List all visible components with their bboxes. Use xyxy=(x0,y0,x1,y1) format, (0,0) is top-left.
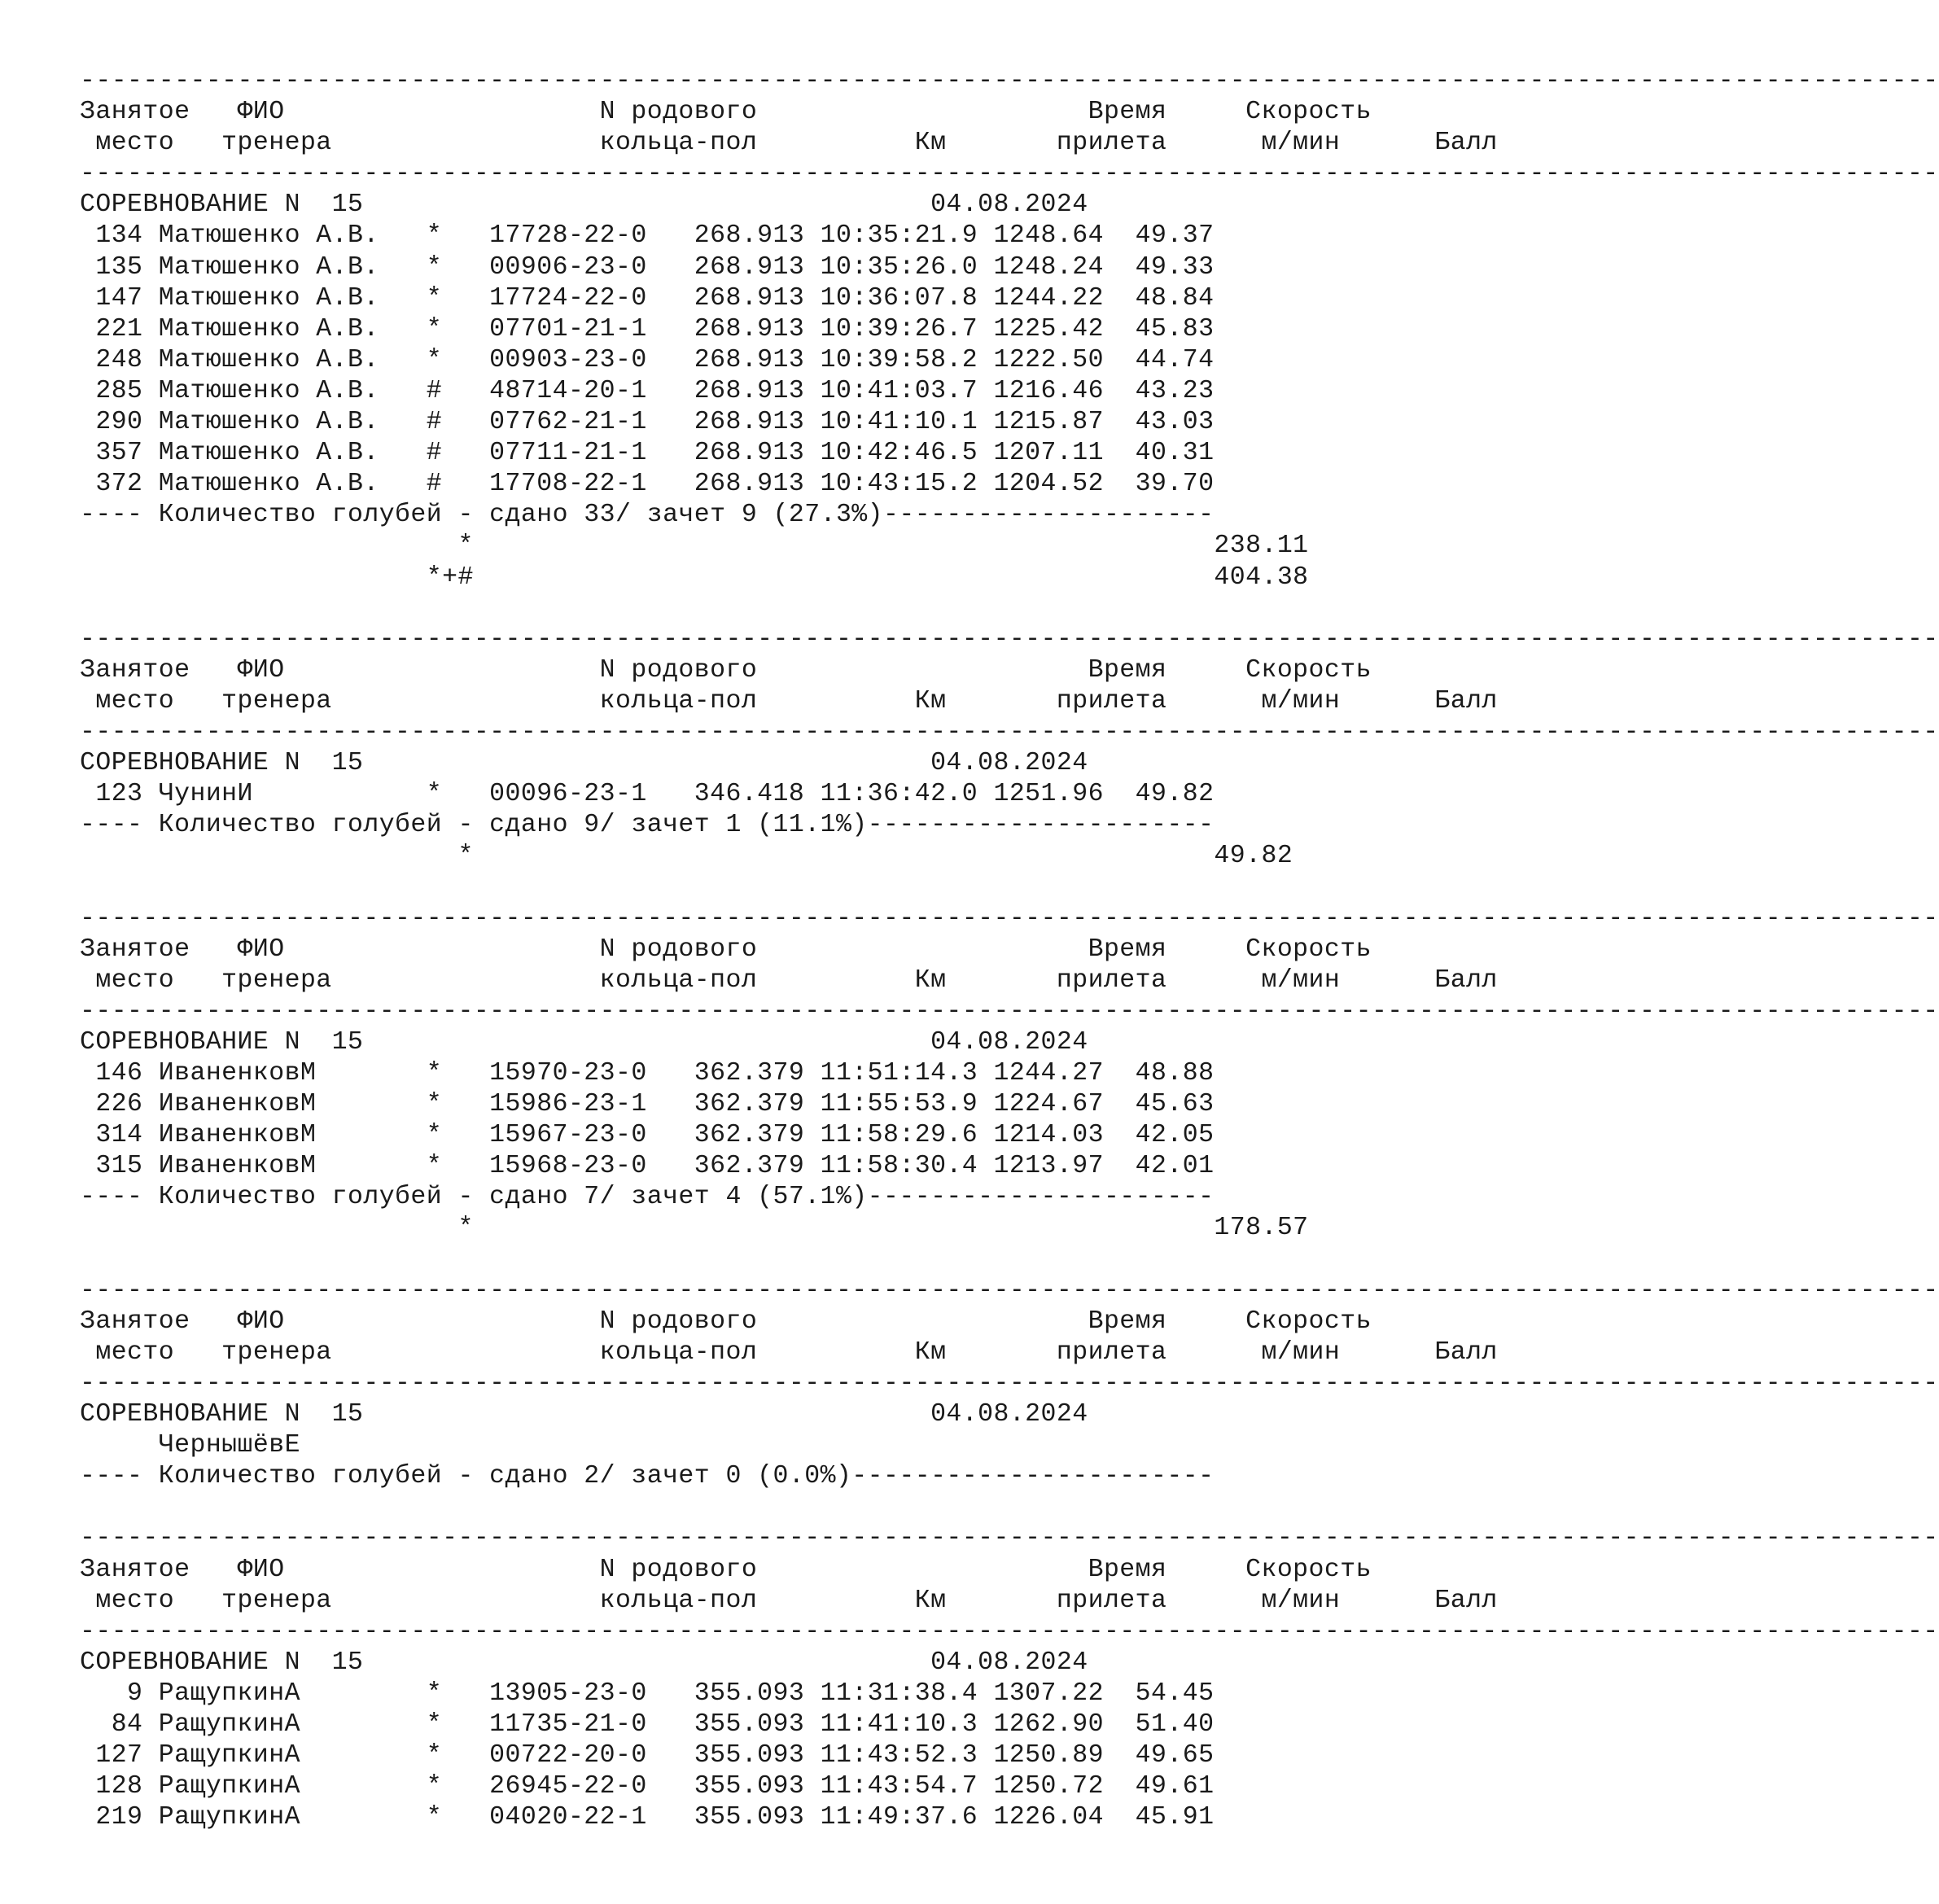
result-row: 248 Матюшенко А.В. * 00903-23-0 268.913 10:39:58.2 1222.50 44.74 xyxy=(80,345,1215,374)
competition-header: СОРЕВНОВАНИЕ N 15 04.08.2024 xyxy=(80,1648,1088,1677)
competition-header: СОРЕВНОВАНИЕ N 15 04.08.2024 xyxy=(80,749,1088,778)
result-row: 147 Матюшенко А.В. * 17724-22-0 268.913 10:36:07.8 1244.22 48.84 xyxy=(80,283,1215,313)
summary-line: ---- Количество голубей - сдано 2/ зачет 0 (0.0%)----------------------- xyxy=(80,1462,1215,1491)
result-row: 123 ЧунинИ * 00096-23-1 346.418 11:36:42.0 1251.96 49.82 xyxy=(80,780,1215,809)
result-row: 9 РащупкинА * 13905-23-0 355.093 11:31:38.4 1307.22 54.45 xyxy=(80,1679,1215,1708)
result-row: 315 ИваненковМ * 15968-23-0 362.379 11:58:30.4 1213.97 42.01 xyxy=(80,1152,1215,1181)
separator-line: ---------------------------------------------------------------------------------------------------------------------- xyxy=(80,1617,1939,1646)
competition-block xyxy=(80,66,1939,624)
competition-block xyxy=(80,904,1939,1276)
column-header: Занятое ФИО N родового Время Скорость xyxy=(80,1307,1372,1336)
result-row: 314 ИваненковМ * 15967-23-0 362.379 11:58:29.6 1214.03 42.05 xyxy=(80,1121,1215,1150)
summary-line: ---- Количество голубей - сдано 7/ зачет 4 (57.1%)---------------------- xyxy=(80,1183,1215,1212)
blank-line xyxy=(80,1245,1268,1276)
total-line: * 238.11 xyxy=(80,532,1309,561)
competition-header: СОРЕВНОВАНИЕ N 15 04.08.2024 xyxy=(80,1400,1088,1429)
results-report xyxy=(80,66,1939,1833)
result-row: 219 РащупкинА * 04020-22-1 355.093 11:49:37.6 1226.04 45.91 xyxy=(80,1803,1215,1832)
column-header: место тренера кольца-пол Км прилета м/мин Балл xyxy=(80,1586,1498,1615)
blank-line xyxy=(80,1492,1268,1523)
separator-line: ---------------------------------------------------------------------------------------------------------------------- xyxy=(80,717,1939,746)
result-row: 146 ИваненковМ * 15970-23-0 362.379 11:51:14.3 1244.27 48.88 xyxy=(80,1059,1215,1088)
result-row: 128 РащупкинА * 26945-22-0 355.093 11:43:54.7 1250.72 49.61 xyxy=(80,1772,1215,1801)
result-row: 84 РащупкинА * 11735-21-0 355.093 11:41:10.3 1262.90 51.40 xyxy=(80,1709,1215,1739)
total-line: *+# 404.38 xyxy=(80,562,1309,592)
separator-line: ---------------------------------------------------------------------------------------------------------------------- xyxy=(80,67,1939,95)
separator-line: ---------------------------------------------------------------------------------------------------------------------- xyxy=(80,1524,1939,1553)
column-header: Занятое ФИО N родового Время Скорость xyxy=(80,1555,1372,1584)
total-line: * 49.82 xyxy=(80,842,1293,871)
separator-line: ---------------------------------------------------------------------------------------------------------------------- xyxy=(80,904,1939,933)
separator-line: ---------------------------------------------------------------------------------------------------------------------- xyxy=(80,160,1939,189)
result-row: 290 Матюшенко А.В. # 07762-21-1 268.913 10:41:10.1 1215.87 43.03 xyxy=(80,408,1215,437)
separator-line: ---------------------------------------------------------------------------------------------------------------------- xyxy=(80,624,1939,654)
column-header: Занятое ФИО N родового Время Скорость xyxy=(80,655,1372,685)
blank-line xyxy=(80,593,1268,624)
result-row: 135 Матюшенко А.В. * 00906-23-0 268.913 10:35:26.0 1248.24 49.33 xyxy=(80,252,1215,282)
blank-line xyxy=(80,872,1268,903)
column-header: место тренера кольца-пол Км прилета м/мин Балл xyxy=(80,686,1498,716)
column-header: место тренера кольца-пол Км прилета м/мин Балл xyxy=(80,129,1498,158)
competition-block xyxy=(80,624,1939,904)
result-row: 372 Матюшенко А.В. # 17708-22-1 268.913 10:43:15.2 1204.52 39.70 xyxy=(80,470,1215,499)
column-header: место тренера кольца-пол Км прилета м/мин Балл xyxy=(80,965,1498,995)
separator-line: ---------------------------------------------------------------------------------------------------------------------- xyxy=(80,996,1939,1026)
summary-line: ---- Количество голубей - сдано 9/ зачет 1 (11.1%)---------------------- xyxy=(80,811,1215,840)
separator-line: ---------------------------------------------------------------------------------------------------------------------- xyxy=(80,1276,1939,1305)
report-line: ЧернышёвЕ xyxy=(80,1431,300,1460)
result-row: 357 Матюшенко А.В. # 07711-21-1 268.913 10:42:46.5 1207.11 40.31 xyxy=(80,439,1215,468)
summary-line: ---- Количество голубей - сдано 33/ зачет 9 (27.3%)--------------------- xyxy=(80,501,1215,530)
result-row: 226 ИваненковМ * 15986-23-1 362.379 11:55:53.9 1224.67 45.63 xyxy=(80,1090,1215,1119)
competition-header: СОРЕВНОВАНИЕ N 15 04.08.2024 xyxy=(80,190,1088,220)
separator-line: ---------------------------------------------------------------------------------------------------------------------- xyxy=(80,1368,1939,1398)
column-header: Занятое ФИО N родового Время Скорость xyxy=(80,98,1372,127)
competition-header: СОРЕВНОВАНИЕ N 15 04.08.2024 xyxy=(80,1027,1088,1057)
column-header: Занятое ФИО N родового Время Скорость xyxy=(80,934,1372,964)
result-row: 127 РащупкинА * 00722-20-0 355.093 11:43:52.3 1250.89 49.65 xyxy=(80,1741,1215,1771)
competition-block xyxy=(80,1276,1939,1524)
result-row: 285 Матюшенко А.В. # 48714-20-1 268.913 10:41:03.7 1216.46 43.23 xyxy=(80,376,1215,405)
column-header: место тренера кольца-пол Км прилета м/мин Балл xyxy=(80,1337,1498,1367)
total-line: * 178.57 xyxy=(80,1214,1309,1243)
competition-block xyxy=(80,1523,1939,1833)
result-row: 221 Матюшенко А.В. * 07701-21-1 268.913 10:39:26.7 1225.42 45.83 xyxy=(80,314,1215,344)
result-row: 134 Матюшенко А.В. * 17728-22-0 268.913 10:35:21.9 1248.64 49.37 xyxy=(80,221,1215,251)
